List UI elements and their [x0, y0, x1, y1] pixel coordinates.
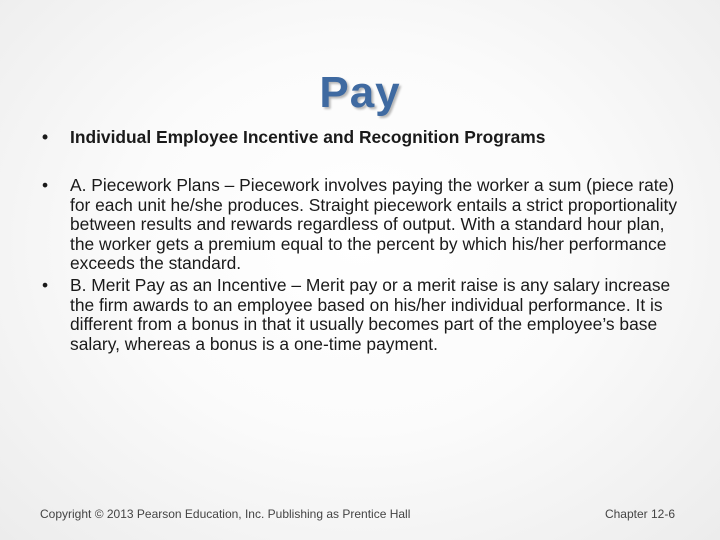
bullet-list [40, 126, 690, 357]
bullet-text: A. Piecework Plans – Piecework involves paying the worker a sum (piece rate) for each unit he/she produces. Straight piecework entails a strict proportionality between results and rewards regardless of output. With a standard hour plan, the worker gets a premium equal to the percent by which his/her performance exceeds the standard. [70, 175, 678, 274]
bullet-marker: • [42, 275, 49, 296]
bullet-item [40, 128, 690, 147]
bullet-item [40, 176, 690, 273]
bullet-text: B. Merit Pay as an Incentive – Merit pay or a merit raise is any salary increase the firm awards to an employee based on his/her individual performance. It is different from a bonus in that it usually becomes part of the employee’s base salary, whereas a bonus is a one-time payment. [70, 275, 671, 354]
bullet-marker: • [42, 127, 49, 147]
slide-title: Pay [319, 68, 401, 117]
bullet-marker: • [42, 175, 49, 196]
footer-chapter: Chapter 12-6 [604, 507, 675, 521]
footer-copyright: Copyright © 2013 Pearson Education, Inc. Publishing as Prentice Hall [40, 507, 411, 521]
bullet-item [40, 276, 690, 354]
bullet-text: Individual Employee Incentive and Recognition Programs [70, 127, 546, 147]
